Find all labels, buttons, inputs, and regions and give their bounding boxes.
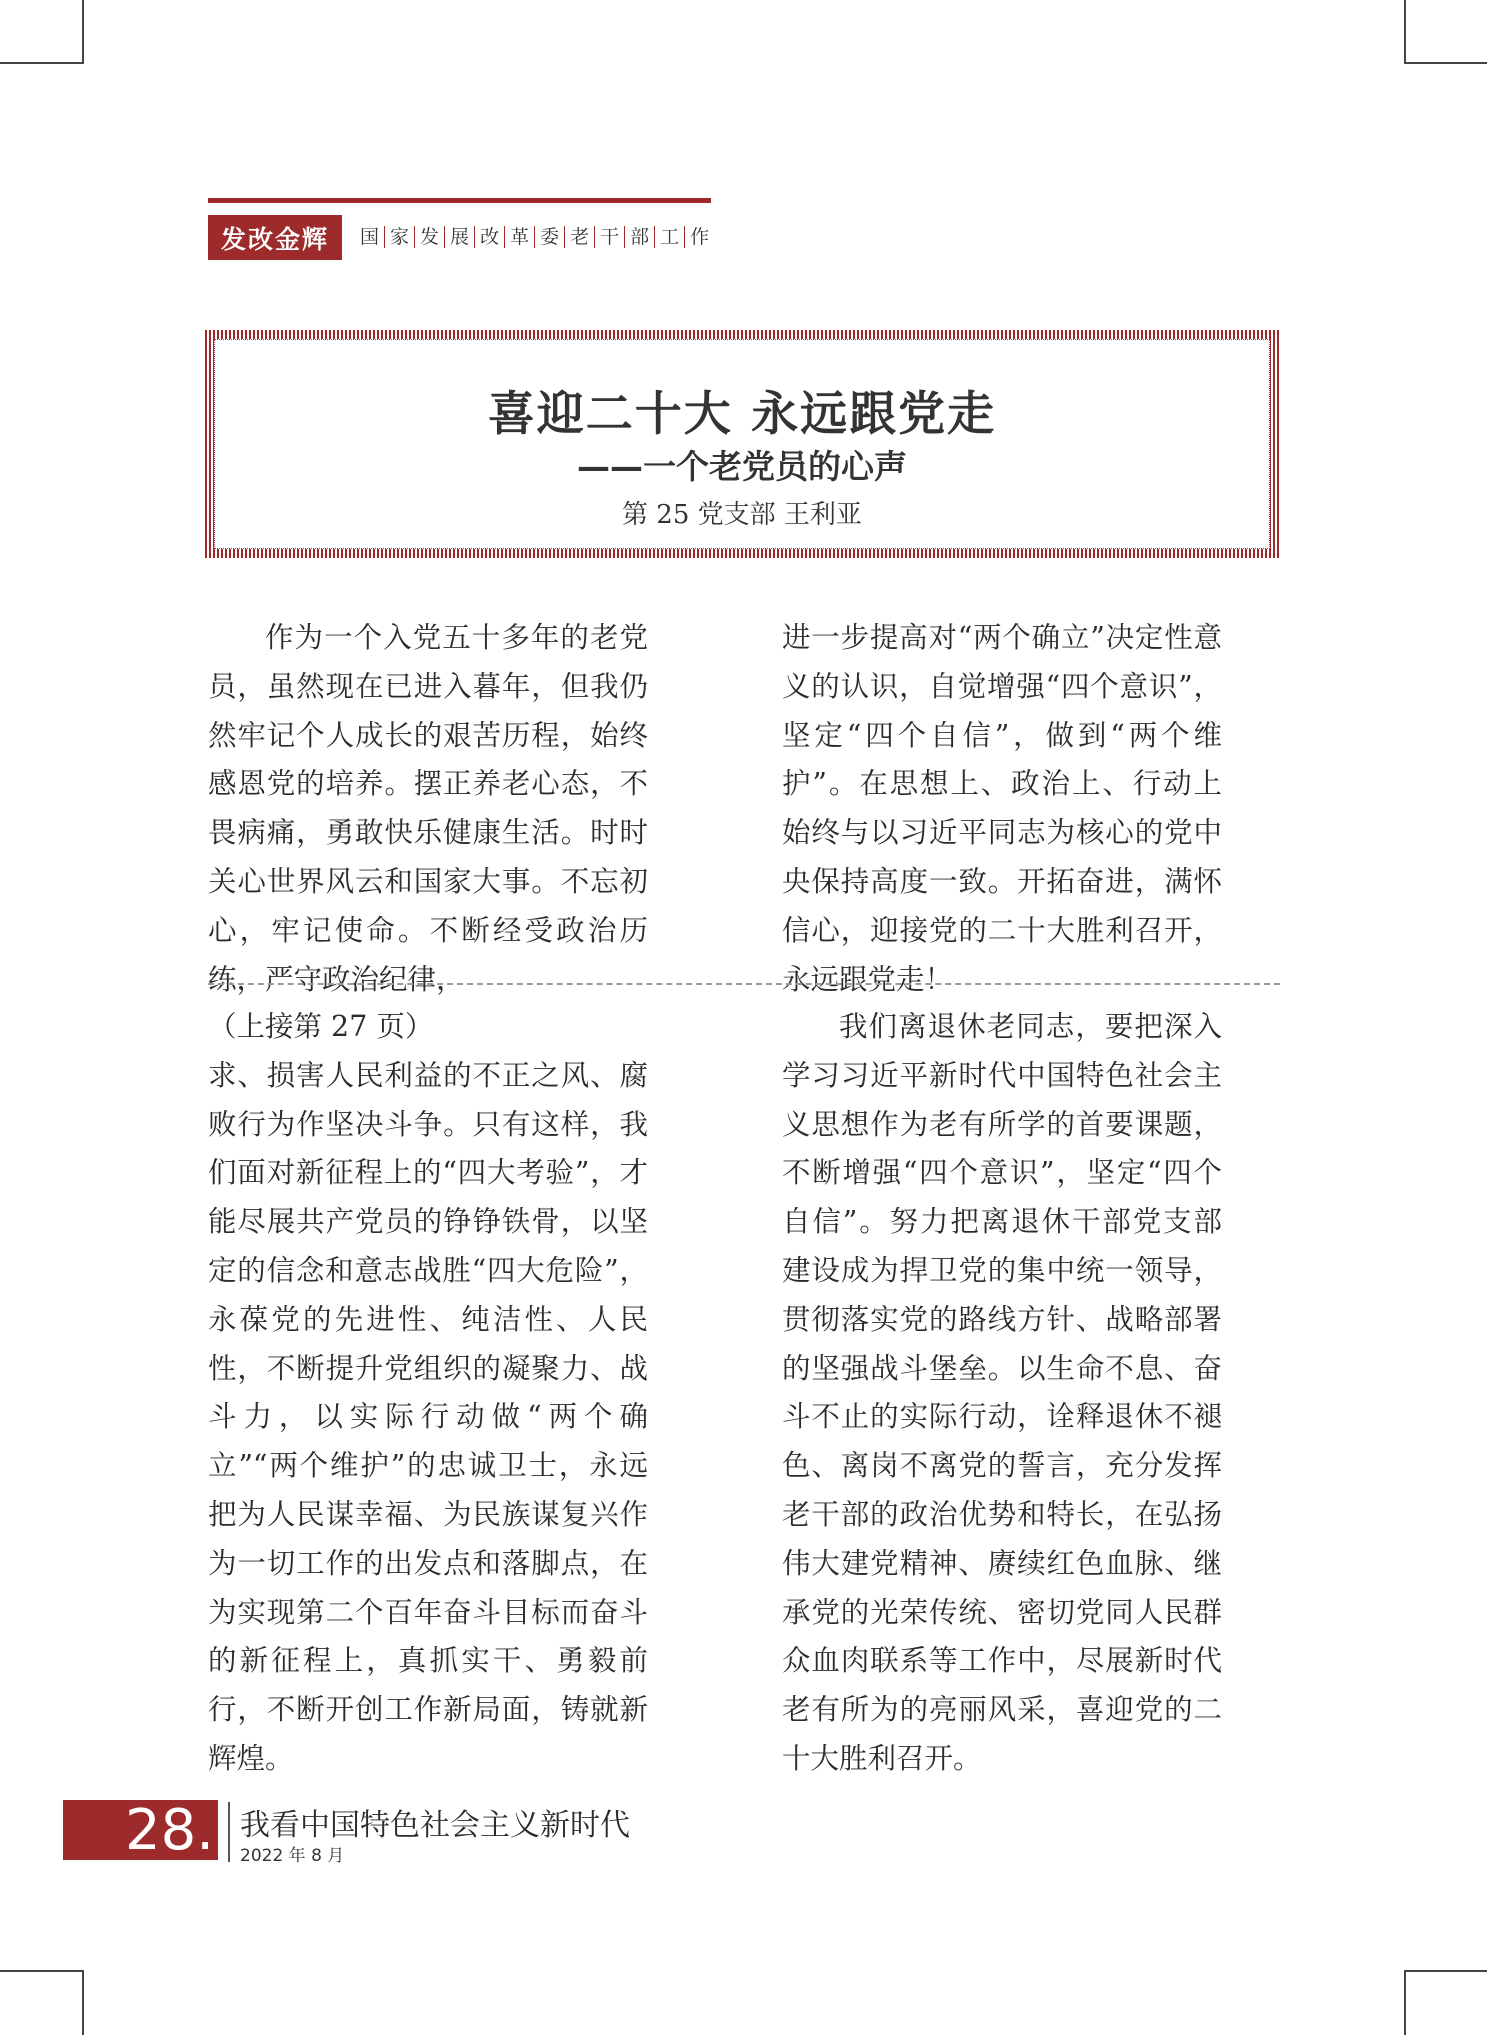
department-char: 展: [445, 226, 475, 248]
article-byline: 第 25 党支部 王利亚: [622, 500, 862, 530]
department-char: 国: [355, 226, 385, 248]
paragraph: 我们离退休老同志，要把深入学习习近平新时代中国特色社会主义思想作为老有所学的首要课题，不断增强“四个意识”，坚定“四个自信”。努力把离退休干部党支部建设成为捍卫党的集中统一领导，贯彻落实党的路线方针、战略部署的坚强战斗堡垒。以生命不息、奋斗不止的实际行动，诠释退休不褪色、离岗不离党的誓言，充分发挥老干部的政治优势和特长，在弘扬伟大建党精神、赓续红色血脉、继承党的光荣传统、密切党同人民群众血肉联系等工作中，尽展新时代老有所为的亮丽风采，喜迎党的二十大胜利召开。: [782, 1010, 1222, 1775]
department-char: 改: [475, 226, 505, 248]
page-number: 28.: [63, 1800, 218, 1860]
crop-mark: [0, 1970, 82, 1972]
crop-mark: [1404, 1970, 1487, 1972]
lower-left-column: [208, 1003, 648, 1784]
department-char: 工: [655, 226, 685, 248]
department-char: 家: [385, 226, 415, 248]
header-rule: [208, 198, 711, 203]
crop-mark: [82, 0, 84, 64]
department-char: 革: [505, 226, 535, 248]
article-subtitle: ——一个老党员的心声: [577, 447, 907, 486]
crop-mark: [0, 62, 82, 64]
department-char: 部: [625, 226, 655, 248]
title-box: [205, 330, 1279, 558]
issue-date: 2022 年 8 月: [240, 1846, 345, 1866]
article-title: 喜迎二十大 永远跟党走: [487, 387, 997, 442]
continued-note: （上接第 27 页）: [208, 1010, 434, 1043]
crop-mark: [1404, 1970, 1406, 2035]
department-char: 委: [535, 226, 565, 248]
section-divider: [208, 983, 1280, 985]
lower-right-column: [782, 1003, 1222, 1784]
section-tag: 发改金辉: [208, 215, 342, 260]
crop-mark: [82, 1970, 84, 2035]
crop-mark: [1404, 62, 1487, 64]
department-char: 老: [565, 226, 595, 248]
upper-right-column: [782, 614, 1222, 1004]
department-char: 发: [415, 226, 445, 248]
department-name: [355, 226, 714, 248]
upper-left-column: [208, 614, 648, 1004]
crop-mark: [1404, 0, 1406, 64]
paragraph: 进一步提高对“两个确立”决定性意义的认识，自觉增强“四个意识”，坚定“四个自信”，做到“两个维护”。在思想上、政治上、行动上始终与以习近平同志为核心的党中央保持高度一致。开拓奋进，满怀信心，迎接党的二十大胜利召开，永远跟党走！: [782, 621, 1222, 996]
paragraph: 作为一个入党五十多年的老党员，虽然现在已进入暮年，但我仍然牢记个人成长的艰苦历程，始终感恩党的培养。摆正养老心态，不畏病痛，勇敢快乐健康生活。时时关心世界风云和国家大事。不忘初心，牢记使命。不断经受政治历练，严守政治纪律，: [208, 621, 648, 996]
column-title: 我看中国特色社会主义新时代: [240, 1808, 630, 1843]
department-char: 作: [690, 226, 710, 248]
footer-separator: [228, 1802, 230, 1862]
paragraph: 求、损害人民利益的不正之风、腐败行为作坚决斗争。只有这样，我们面对新征程上的“四大考验”，才能尽展共产党员的铮铮铁骨，以坚定的信念和意志战胜“四大危险”，永葆党的先进性、纯洁性、人民性，不断提升党组织的凝聚力、战斗力，以实际行动做“两个确立”“两个维护”的忠诚卫士，永远把为人民谋幸福、为民族谋复兴作为一切工作的出发点和落脚点，在为实现第二个百年奋斗目标而奋斗的新征程上，真抓实干、勇毅前行，不断开创工作新局面，铸就新辉煌。: [208, 1058, 648, 1775]
department-char: 干: [595, 226, 625, 248]
